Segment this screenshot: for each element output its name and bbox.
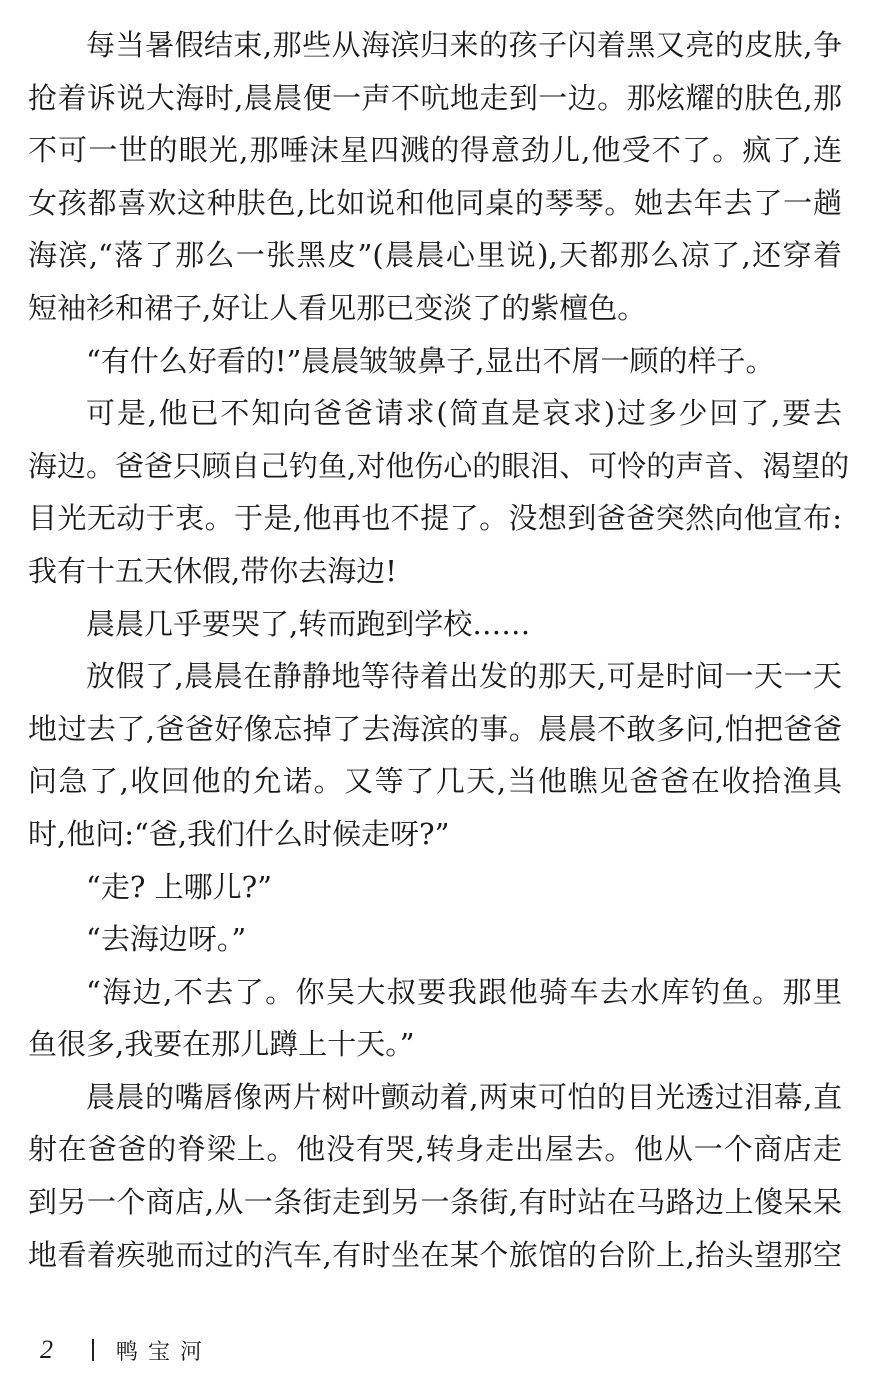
footer-divider [92,1339,94,1361]
text-line: 到另一个商店,从一条街走到另一条街,有时站在马路边上傻呆呆 [28,1185,842,1220]
paragraph [28,338,842,391]
page-number: 2 [40,1335,53,1364]
paragraph [28,864,842,917]
text-line: 晨晨的嘴唇像两片树叶颤动着,两束可怕的目光透过泪幕,直 [86,1079,842,1114]
text-line: 鱼很多,我要在那儿蹲上十天。” [28,1027,415,1062]
text-line: 海边。爸爸只顾自己钓鱼,对他伤心的眼泪、可怜的声音、渴望的 [28,448,850,483]
text-line: 放假了,晨晨在静静地等待着出发的那天,可是时间一天一天 [86,659,842,694]
page-footer [40,1330,212,1370]
text-line: 地看着疾驰而过的汽车,有时坐在某个旅馆的台阶上,抬头望那空 [28,1237,842,1272]
text-line: 射在爸爸的脊梁上。他没有哭,转身走出屋去。他从一个商店走 [28,1132,842,1167]
text-line: “有什么好看的!”晨晨皱皱鼻子,显出不屑一顾的样子。 [86,343,775,378]
text-line: 可是,他已不知向爸爸请求(简直是哀求)过多少回了,要去 [86,396,842,431]
paragraph [28,22,842,338]
text-line: 晨晨几乎要哭了,转而跑到学校…… [86,606,531,641]
paragraph [28,653,842,863]
text-line: 目光无动于衷。于是,他再也不提了。没想到爸爸突然向他宣布: [28,501,842,536]
paragraph [28,916,842,969]
text-line: “走? 上哪儿?” [86,869,272,904]
text-line: “去海边呀。” [86,922,247,957]
text-line: 问急了,收回他的允诺。又等了几天,当他瞧见爸爸在收拾渔具 [28,764,842,799]
paragraph [28,969,842,1074]
text-line: “海边,不去了。你吴大叔要我跟他骑车去水库钓鱼。那里 [86,974,842,1009]
paragraph [28,1074,842,1284]
text-line: 我有十五天休假,带你去海边! [28,553,397,588]
text-line: 女孩都喜欢这种肤色,比如说和他同桌的琴琴。她去年去了一趟 [28,185,842,220]
page-body [28,22,850,1284]
paragraph [28,390,850,600]
text-line: 每当暑假结束,那些从海滨归来的孩子闪着黑又亮的皮肤,争 [86,28,842,62]
text-line: 海滨,“落了那么一张黑皮”(晨晨心里说),天都那么凉了,还穿着 [28,238,842,273]
text-line: 时,他问:“爸,我们什么时候走呀?” [28,816,450,851]
text-line: 不可一世的眼光,那唾沫星四溅的得意劲儿,他受不了。疯了,连 [28,133,842,168]
text-line: 短袖衫和裙子,好让人看见那已变淡了的紫檀色。 [28,290,647,325]
text-line: 抢着诉说大海时,晨晨便一声不吭地走到一边。那炫耀的肤色,那 [28,80,842,115]
text-line: 地过去了,爸爸好像忘掉了去海滨的事。晨晨不敢多问,怕把爸爸 [28,711,842,746]
paragraph [28,601,842,654]
book-title: 鸭宝河 [116,1339,213,1365]
